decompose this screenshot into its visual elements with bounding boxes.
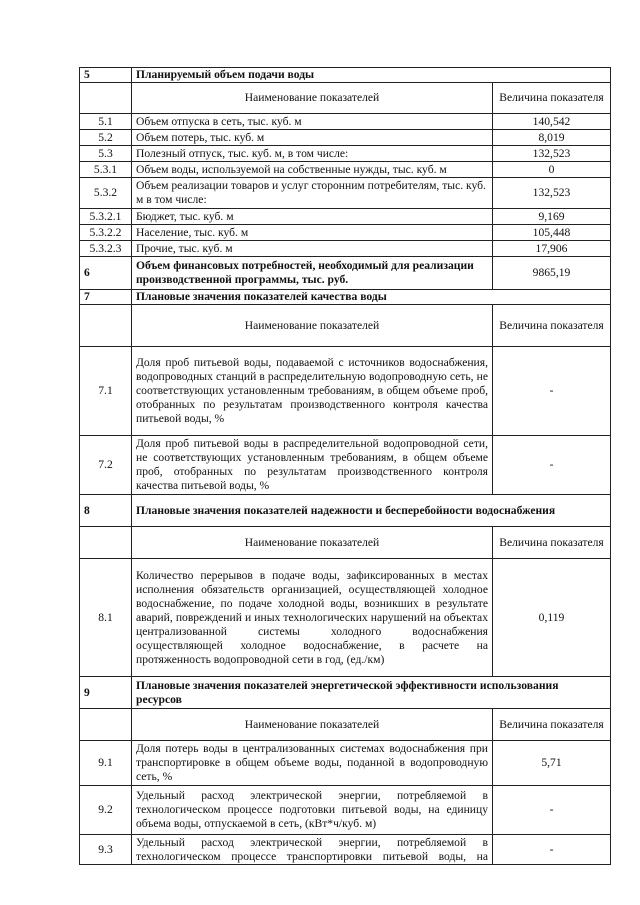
indicator-name: Доля проб питьевой воды в распределительной водопроводной сети, не соответствующих установленным требованиям, в общем объеме проб, отобранных по результатам производственного контроля качества питьевой воды, % <box>132 436 493 495</box>
table-row <box>80 162 611 178</box>
indicator-value: 140,542 <box>493 114 611 130</box>
program-table-page <box>79 67 610 865</box>
section-title: Плановые значения показателей энергетической эффективности использования ресурсов <box>132 677 611 709</box>
column-header-row <box>80 709 611 741</box>
row-number: 9.2 <box>80 786 132 835</box>
indicator-value: 0,119 <box>493 559 611 677</box>
table-row <box>80 130 611 146</box>
row-number: 7.1 <box>80 347 132 436</box>
table-row <box>80 225 611 241</box>
column-header-row <box>80 305 611 347</box>
section-row <box>80 290 611 305</box>
indicator-name: Удельный расход электрической энергии, потребляемой в технологическом процессе транспортировки питьевой воды, на <box>132 835 493 865</box>
indicator-name: Объем отпуска в сеть, тыс. куб. м <box>132 114 493 130</box>
row-number: 5.1 <box>80 114 132 130</box>
row-number: 7 <box>80 290 132 305</box>
indicator-name: Количество перерывов в подаче воды, зафиксированных в местах исполнения обязательств организацией, осуществляющей холодное водоснабжение, по подаче холодной воды, возникших в результате аварий, повреждений и иных технологических нарушений на объектах централизованной системы холодного водоснабжения осуществляющей холодное водоснабжение, в расчете на протяженность водопроводной сети в год, (ед./км) <box>132 559 493 677</box>
row-number: 5.3.2.2 <box>80 225 132 241</box>
row-number: 5.2 <box>80 130 132 146</box>
indicator-value: 5,71 <box>493 741 611 786</box>
row-number: 5.3.1 <box>80 162 132 178</box>
section-title: Плановые значения показателей надежности и бесперебойности водоснабжения <box>132 495 611 527</box>
indicator-value: 132,523 <box>493 146 611 162</box>
indicators-table <box>79 67 611 865</box>
column-header-name: Наименование показателей <box>132 305 493 347</box>
indicator-value: 17,906 <box>493 241 611 257</box>
column-header-name: Наименование показателей <box>132 83 493 114</box>
indicator-value: 9,169 <box>493 209 611 225</box>
indicator-value: - <box>493 786 611 835</box>
row-number: 9 <box>80 677 132 709</box>
section-row <box>80 677 611 709</box>
table-row <box>80 146 611 162</box>
indicator-name: Доля проб питьевой воды, подаваемой с источников водоснабжения, водопроводных станций в распределительную водопроводную сеть, не соответствующих установленным требованиям, в общем объеме проб, отобранных по результатам производственного контроля качества питьевой воды, % <box>132 347 493 436</box>
section-title: Объем финансовых потребностей, необходимый для реализации производственной программы, тыс. руб. <box>132 257 493 290</box>
column-header-row <box>80 83 611 114</box>
row-number: 6 <box>80 257 132 290</box>
indicator-value: 8,019 <box>493 130 611 146</box>
indicator-value: 132,523 <box>493 178 611 209</box>
column-header-value: Величина показателя <box>493 709 611 741</box>
table-row <box>80 559 611 677</box>
indicator-name: Население, тыс. куб. м <box>132 225 493 241</box>
indicator-name: Объем потерь, тыс. куб. м <box>132 130 493 146</box>
section-title: Планируемый объем подачи воды <box>132 68 611 83</box>
row-number: 5.3 <box>80 146 132 162</box>
section-row <box>80 68 611 83</box>
indicator-value: - <box>493 835 611 865</box>
indicator-value: 105,448 <box>493 225 611 241</box>
column-header-value: Величина показателя <box>493 305 611 347</box>
column-header-row <box>80 527 611 559</box>
table-row <box>80 178 611 209</box>
table-row <box>80 436 611 495</box>
row-number: 5.3.2 <box>80 178 132 209</box>
row-number: 5 <box>80 68 132 83</box>
column-header-value: Величина показателя <box>493 83 611 114</box>
row-number: 8 <box>80 495 132 527</box>
table-row <box>80 241 611 257</box>
row-number: 7.2 <box>80 436 132 495</box>
table-row <box>80 786 611 835</box>
column-header-value: Величина показателя <box>493 527 611 559</box>
table-row <box>80 347 611 436</box>
indicator-name: Доля потерь воды в централизованных системах водоснабжения при транспортировке в общем объеме воды, поданной в водопроводную сеть, % <box>132 741 493 786</box>
section-row <box>80 257 611 290</box>
indicator-name: Удельный расход электрической энергии, потребляемой в технологическом процессе подготовки питьевой воды, на единицу объема воды, отпускаемой в сеть, (кВт*ч/куб. м) <box>132 786 493 835</box>
column-header-name: Наименование показателей <box>132 527 493 559</box>
indicator-value: 0 <box>493 162 611 178</box>
row-number: 5.3.2.1 <box>80 209 132 225</box>
indicator-value: 9865,19 <box>493 257 611 290</box>
column-header-name: Наименование показателей <box>132 709 493 741</box>
table-row <box>80 209 611 225</box>
indicator-value: - <box>493 347 611 436</box>
row-number: 9.3 <box>80 835 132 865</box>
indicator-name: Объем реализации товаров и услуг сторонним потребителям, тыс. куб. м в том числе: <box>132 178 493 209</box>
table-row <box>80 835 611 865</box>
indicator-name: Полезный отпуск, тыс. куб. м, в том числе: <box>132 146 493 162</box>
indicator-name: Прочие, тыс. куб. м <box>132 241 493 257</box>
table-row <box>80 741 611 786</box>
indicator-value: - <box>493 436 611 495</box>
indicator-name: Бюджет, тыс. куб. м <box>132 209 493 225</box>
section-row <box>80 495 611 527</box>
row-number: 8.1 <box>80 559 132 677</box>
row-number: 9.1 <box>80 741 132 786</box>
indicator-name: Объем воды, используемой на собственные нужды, тыс. куб. м <box>132 162 493 178</box>
table-row <box>80 114 611 130</box>
section-title: Плановые значения показателей качества воды <box>132 290 611 305</box>
row-number: 5.3.2.3 <box>80 241 132 257</box>
